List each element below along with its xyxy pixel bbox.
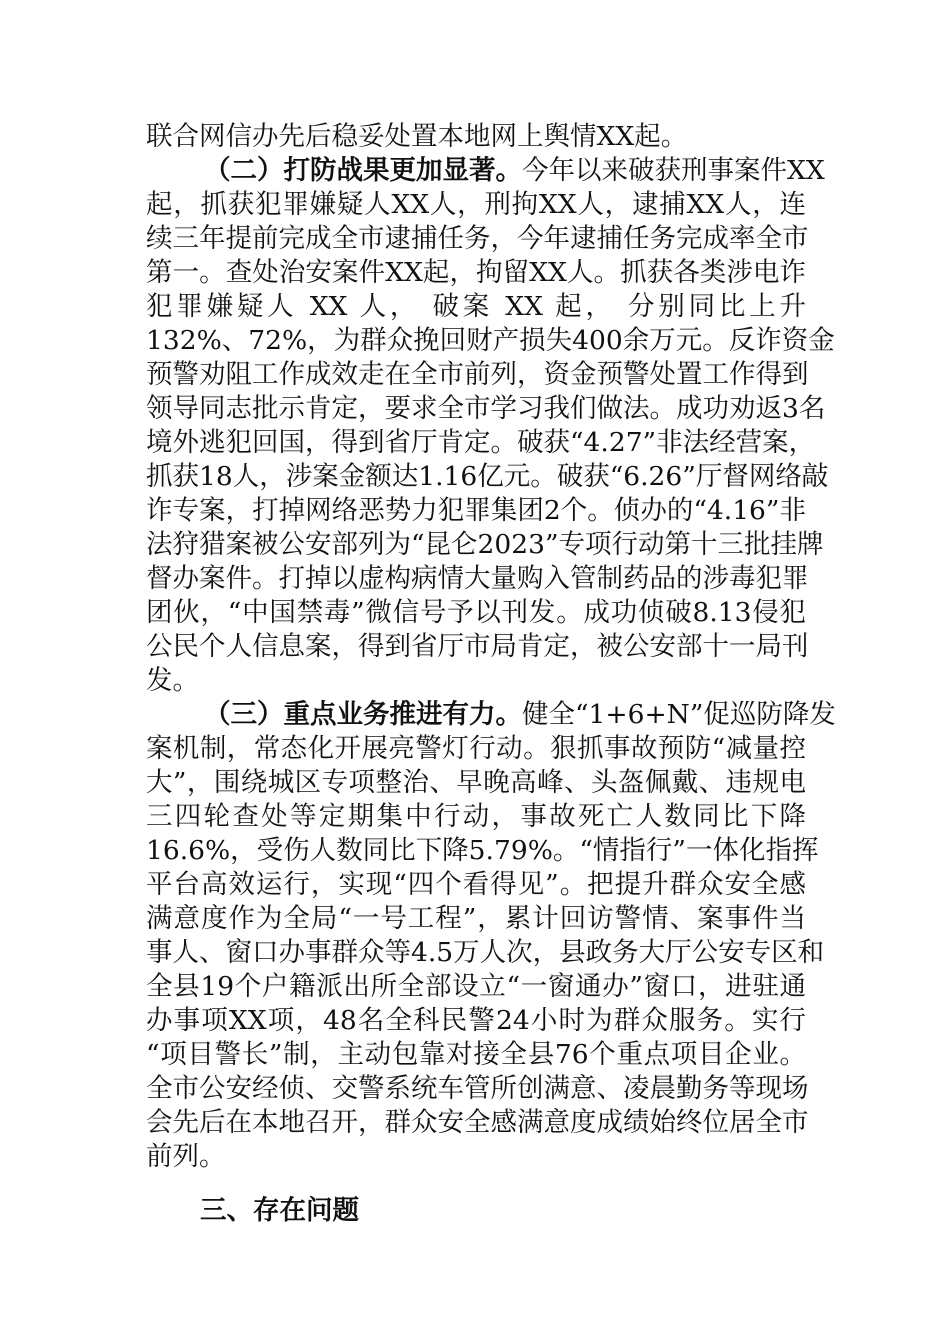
- text-line: 132%、72%，为群众挽回财产损失400余万元。反诈资金: [146, 325, 835, 356]
- text-line: 事人、窗口办事群众等4.5万人次，县政务大厅公安专区和: [146, 937, 825, 968]
- paragraph-two-first-line: [204, 154, 825, 188]
- text-line: 联合网信办先后稳妥处置本地网上舆情XX起。: [146, 121, 688, 152]
- text-line: 第一。查处治安案件XX起，拘留XX人。抓获各类涉电诈: [146, 257, 806, 288]
- section-heading-two: （二）打防战果更加显著。: [204, 155, 522, 186]
- text-line: 团伙，“中国禁毒”微信号予以刊发。成功侦破8.13侵犯: [146, 597, 806, 628]
- text-line: 续三年提前完成全市逮捕任务，今年逮捕任务完成率全市: [146, 223, 809, 254]
- text-line: 案机制，常态化开展亮警灯行动。狠抓事故预防“减量控: [146, 733, 806, 764]
- text-line: 公民个人信息案，得到省厅市局肯定，被公安部十一局刊: [146, 631, 809, 662]
- text-line: 16.6%，受伤人数同比下降5.79%。“情指行”一体化指挥: [146, 835, 819, 866]
- section-heading-three: （三）重点业务推进有力。: [204, 699, 522, 730]
- text-line: 发。: [146, 665, 199, 696]
- text-run: 健全“1+6+N”促巡防降发: [522, 699, 836, 730]
- text-line: 大”，围绕城区专项整治、早晚高峰、头盔佩戴、违规电: [146, 767, 806, 798]
- text-line: 全市公安经侦、交警系统车管所创满意、凌晨勤务等现场: [146, 1073, 809, 1104]
- text-line: 三四轮查处等定期集中行动，事故死亡人数同比下降: [146, 801, 806, 832]
- text-line: 平台高效运行，实现“四个看得见”。把提升群众安全感: [146, 869, 806, 900]
- text-line: 满意度作为全局“一号工程”，累计回访警情、案事件当: [146, 903, 806, 934]
- text-line: 境外逃犯回国，得到省厅肯定。破获“4.27”非法经营案，: [146, 427, 816, 458]
- text-line: 起，抓获犯罪嫌疑人XX人，刑拘XX人，逮捕XX人，连: [146, 189, 806, 220]
- text-line: 会先后在本地召开，群众安全感满意度成绩始终位居全市: [146, 1107, 809, 1138]
- paragraph-three-first-line: [204, 698, 836, 732]
- text-line: 办事项XX项，48名全科民警24小时为群众服务。实行: [146, 1005, 806, 1036]
- section-heading-problems: 三、存在问题: [200, 1195, 359, 1226]
- text-run: 今年以来破获刑事案件XX: [522, 155, 825, 186]
- text-line: 领导同志批示肯定，要求全市学习我们做法。成功劝返3名: [146, 393, 826, 424]
- text-line: 全县19个户籍派出所全部设立“一窗通办”窗口，进驻通: [146, 971, 806, 1002]
- text-line: 诈专案，打掉网络恶势力犯罪集团2个。侦办的“4.16”非: [146, 495, 806, 526]
- text-line: 预警劝阻工作成效走在全市前列，资金预警处置工作得到: [146, 359, 809, 390]
- text-line: 犯罪嫌疑人 XX 人， 破案 XX 起， 分别同比上升: [146, 291, 806, 322]
- text-line: “项目警长”制，主动包靠对接全县76个重点项目企业。: [146, 1039, 806, 1070]
- text-line: 督办案件。打掉以虚构病情大量购入管制药品的涉毒犯罪: [146, 563, 809, 594]
- text-line: 前列。: [146, 1141, 226, 1172]
- text-line: 法狩猎案被公安部列为“昆仑2023”专项行动第十三批挂牌: [146, 529, 824, 560]
- text-line: 抓获18人，涉案金额达1.16亿元。破获“6.26”厅督网络敲: [146, 461, 829, 492]
